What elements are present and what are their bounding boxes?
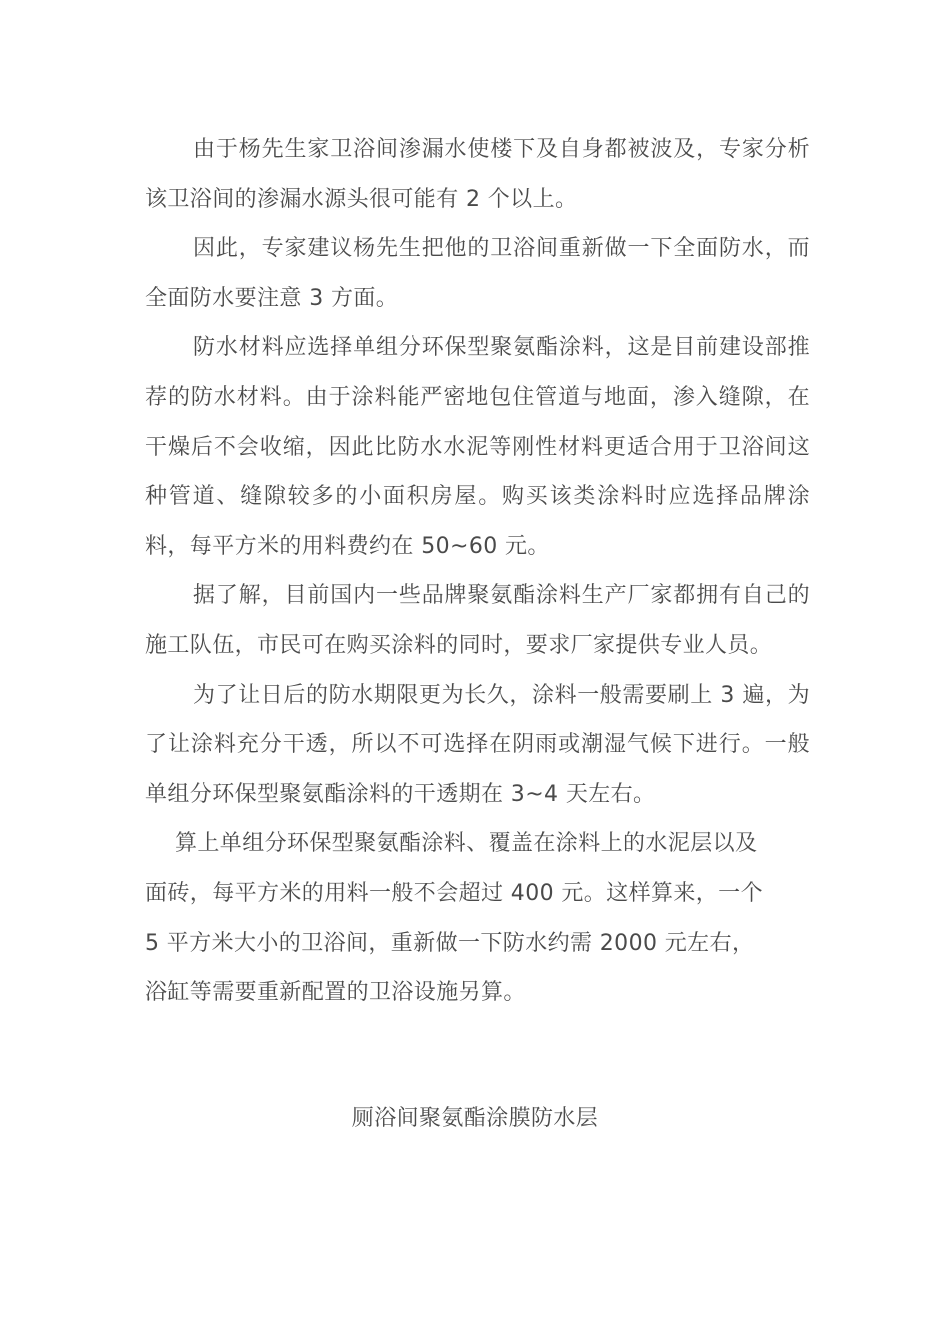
paragraph-construction-team: 据了解，目前国内一些品牌聚氨酯涂料生产厂家都拥有自己的施工队伍，市民可在购买涂料的同时，要求厂家提供专业人员。 (145, 583, 810, 658)
paragraph-coating-layers: 为了让日后的防水期限更为长久，涂料一般需要刷上 3 遍，为了让涂料充分干透，所以不可选择在阴雨或潮湿气候下进行。一般单组分环保型聚氨酯涂料的干透期在 3~4 天左右。 (145, 682, 810, 807)
cost-line-3: 5 平方米大小的卫浴间，重新做一下防水约需 2000 元左右， (145, 930, 755, 956)
cost-line-4: 浴缸等需要重新配置的卫浴设施另算。 (145, 980, 526, 1006)
cost-line-2: 面砖，每平方米的用料一般不会超过 400 元。这样算来，一个 (145, 880, 763, 906)
paragraph-material-choice: 防水材料应选择单组分环保型聚氨酯涂料，这是目前建设部推荐的防水材料。由于涂料能严密地包住管道与地面，渗入缝隙，在干燥后不会收缩，因此比防水水泥等刚性材料更适合用于卫浴间这种管道、缝隙较多的小面积房屋。购买该类涂料时应选择品牌涂料，每平方米的用料费约在 50~60 元。 (145, 335, 810, 559)
cost-line-1: 算上单组分环保型聚氨酯涂料、覆盖在涂料上的水泥层以及 (175, 831, 758, 857)
document-body (145, 125, 810, 1018)
paragraph-cost-estimate (145, 819, 810, 1017)
figure-caption: 厕浴间聚氨酯涂膜防水层 (351, 1106, 599, 1131)
paragraph-expert-advice: 因此，专家建议杨先生把他的卫浴间重新做一下全面防水，而全面防水要注意 3 方面。 (145, 236, 810, 311)
paragraph-leak-source: 由于杨先生家卫浴间渗漏水使楼下及自身都被波及，专家分析该卫浴间的渗漏水源头很可能有 2 个以上。 (145, 137, 810, 212)
